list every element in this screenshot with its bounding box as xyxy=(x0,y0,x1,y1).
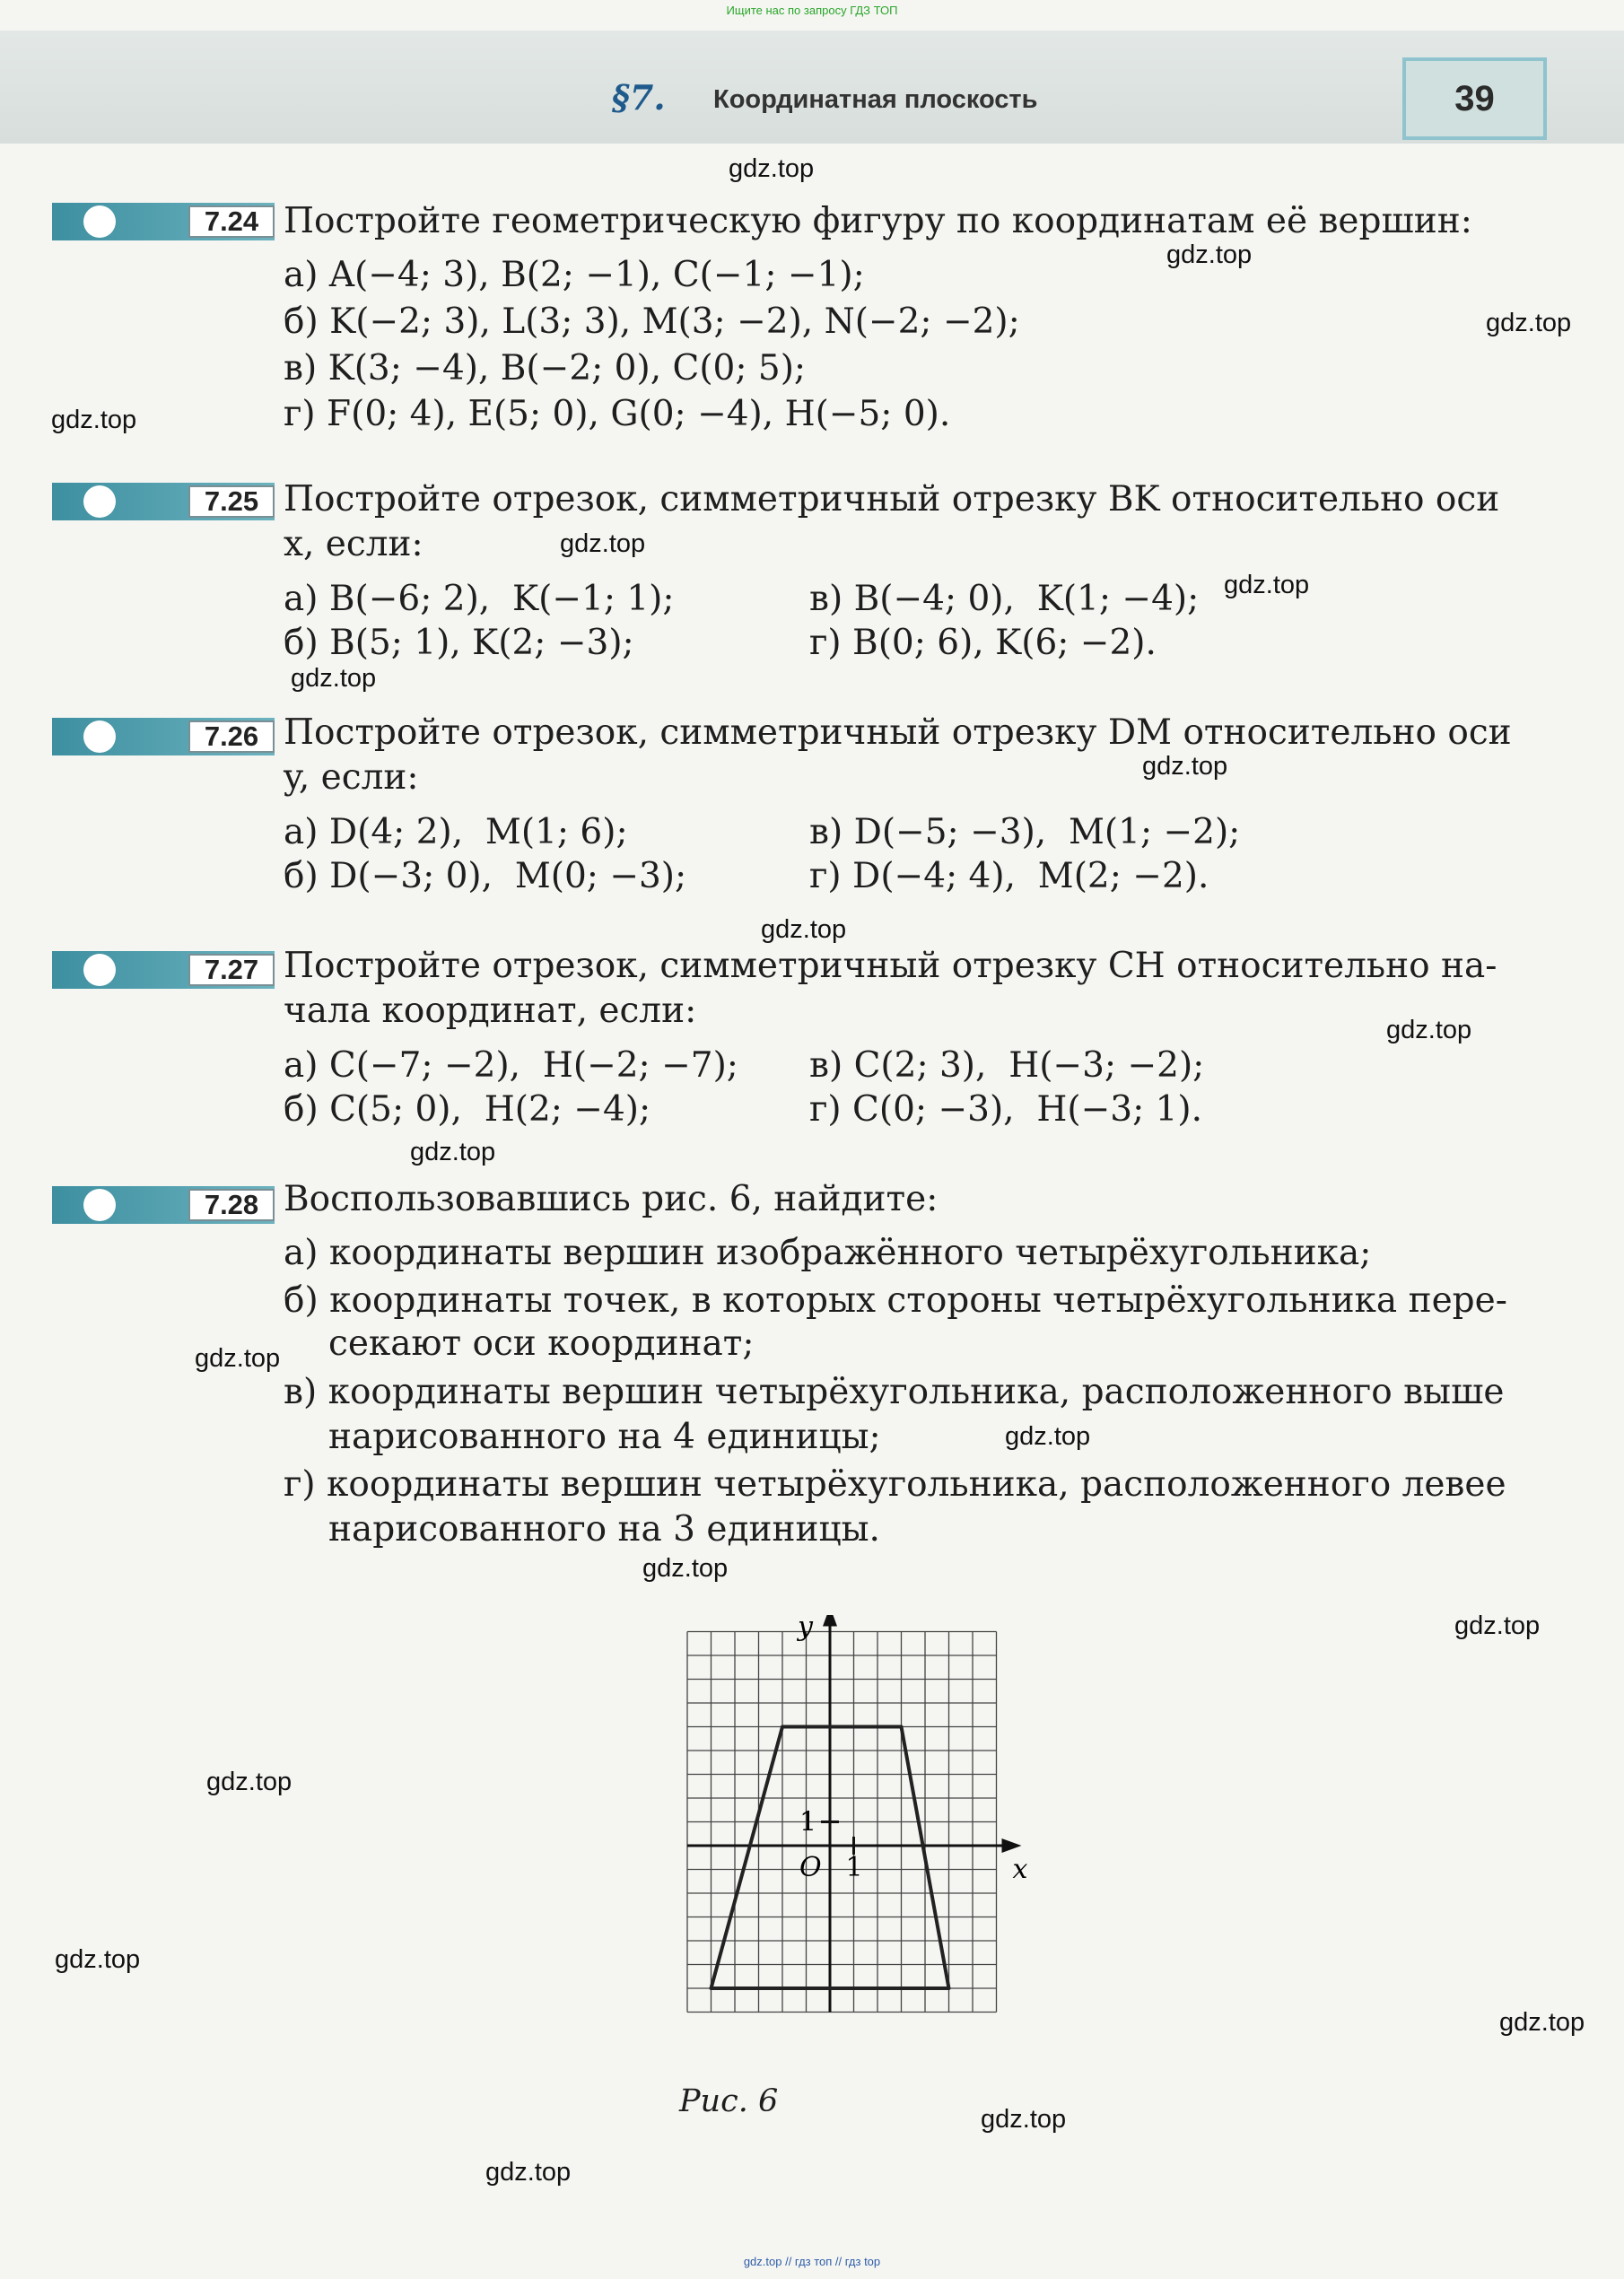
task-item: в) C(2; 3), H(−3; −2); xyxy=(809,1045,1205,1086)
task-number: 7.25 xyxy=(188,485,275,518)
task-item: а) B(−6; 2), K(−1; 1); xyxy=(284,579,675,619)
task-item: в) D(−5; −3), M(1; −2); xyxy=(809,812,1241,852)
watermark: gdz.top xyxy=(1224,571,1310,599)
watermark: gdz.top xyxy=(1454,1611,1541,1640)
task-item: в) B(−4; 0), K(1; −4); xyxy=(809,579,1200,619)
task-item: г) F(0; 4), E(5; 0), G(0; −4), H(−5; 0). xyxy=(284,394,951,434)
y-unit-label: 1 xyxy=(799,1806,817,1838)
task-number: 7.27 xyxy=(188,954,275,986)
watermark: gdz.top xyxy=(1005,1422,1091,1451)
task-item: а) координаты вершин изображённого четырёхугольника; xyxy=(284,1233,1372,1273)
task-number: 7.26 xyxy=(188,720,275,753)
task-item: б) D(−3; 0), M(0; −3); xyxy=(284,856,687,896)
task-text: Постройте отрезок, симметричный отрезку DM относительно оси xyxy=(284,712,1512,753)
task-number: 7.24 xyxy=(188,205,275,238)
watermark: gdz.top xyxy=(642,1554,729,1583)
task-item: г) C(0; −3), H(−3; 1). xyxy=(809,1089,1203,1130)
task-text: Постройте отрезок, симметричный отрезку BK относительно оси xyxy=(284,479,1500,520)
grid xyxy=(687,1632,997,2013)
task-text: Постройте геометрическую фигуру по координатам её вершин: xyxy=(284,201,1472,241)
watermark: gdz.top xyxy=(981,2105,1067,2134)
watermark: gdz.top xyxy=(51,406,137,434)
origin-label: O xyxy=(799,1852,822,1883)
section-number: §7. xyxy=(612,77,666,118)
watermark: gdz.top xyxy=(195,1344,281,1373)
x-unit-label: 1 xyxy=(845,1852,863,1883)
task-dot-icon xyxy=(83,485,116,518)
x-axis-arrow-icon xyxy=(1002,1838,1022,1853)
task-number: 7.28 xyxy=(188,1189,275,1221)
task-item: а) A(−4; 3), B(2; −1), C(−1; −1); xyxy=(284,255,865,295)
task-dot-icon xyxy=(83,954,116,986)
task-marker-7-28 xyxy=(52,1186,275,1224)
watermark: gdz.top xyxy=(485,2158,572,2187)
task-marker-7-26 xyxy=(52,718,275,755)
task-item: г) B(0; 6), K(6; −2). xyxy=(809,623,1157,663)
watermark: gdz.top xyxy=(1386,1016,1472,1044)
task-text: y, если: xyxy=(284,757,419,798)
section-title: Координатная плоскость xyxy=(713,85,1038,114)
watermark: gdz.top xyxy=(206,1768,292,1796)
task-marker-7-25 xyxy=(52,483,275,520)
footer-note: gdz.top // гдз топ // гдз top xyxy=(743,2255,881,2268)
task-text: Постройте отрезок, симметричный отрезку CH относительно на- xyxy=(284,946,1497,986)
watermark: gdz.top xyxy=(1142,752,1228,781)
task-marker-7-24 xyxy=(52,203,275,240)
figure-caption: Рис. 6 xyxy=(679,2083,779,2119)
watermark: gdz.top xyxy=(1499,2008,1585,2037)
task-item: б) K(−2; 3), L(3; 3), M(3; −2), N(−2; −2); xyxy=(284,301,1020,342)
watermark: gdz.top xyxy=(729,154,815,183)
x-axis-label: x xyxy=(1012,1854,1028,1885)
task-item: а) D(4; 2), M(1; 6); xyxy=(284,812,628,852)
task-item: секают оси координат; xyxy=(328,1323,755,1364)
task-dot-icon xyxy=(83,720,116,753)
page-number: 39 xyxy=(1402,57,1547,140)
task-item: а) C(−7; −2), H(−2; −7); xyxy=(284,1045,738,1086)
y-axis-label: y xyxy=(798,1615,813,1643)
watermark: gdz.top xyxy=(761,915,847,944)
task-item: б) B(5; 1), K(2; −3); xyxy=(284,623,634,663)
task-dot-icon xyxy=(83,1189,116,1221)
task-item: нарисованного на 3 единицы. xyxy=(328,1509,880,1550)
watermark: gdz.top xyxy=(410,1138,496,1166)
task-text: чала координат, если: xyxy=(284,991,697,1031)
task-marker-7-27 xyxy=(52,951,275,989)
watermark: gdz.top xyxy=(1486,309,1572,337)
watermark: gdz.top xyxy=(55,1945,141,1974)
watermark: gdz.top xyxy=(291,664,377,693)
task-item: в) K(3; −4), B(−2; 0), C(0; 5); xyxy=(284,348,807,389)
task-item: в) координаты вершин четырёхугольника, расположенного выше xyxy=(284,1372,1505,1412)
watermark: gdz.top xyxy=(560,529,646,558)
task-item: г) координаты вершин четырёхугольника, расположенного левее xyxy=(284,1464,1506,1505)
y-axis-arrow-icon xyxy=(823,1615,837,1627)
top-note: Ищите нас по запросу ГДЗ ТОП xyxy=(726,4,898,17)
task-item: г) D(−4; 4), M(2; −2). xyxy=(809,856,1209,896)
task-item: б) координаты точек, в которых стороны четырёхугольника пере- xyxy=(284,1280,1507,1321)
coordinate-figure xyxy=(682,1615,1104,2082)
watermark: gdz.top xyxy=(1166,240,1253,269)
task-item: нарисованного на 4 единицы; xyxy=(328,1417,881,1457)
task-item: б) C(5; 0), H(2; −4); xyxy=(284,1089,651,1130)
task-text: Воспользовавшись рис. 6, найдите: xyxy=(284,1179,939,1219)
task-dot-icon xyxy=(83,205,116,238)
task-text: x, если: xyxy=(284,524,423,564)
